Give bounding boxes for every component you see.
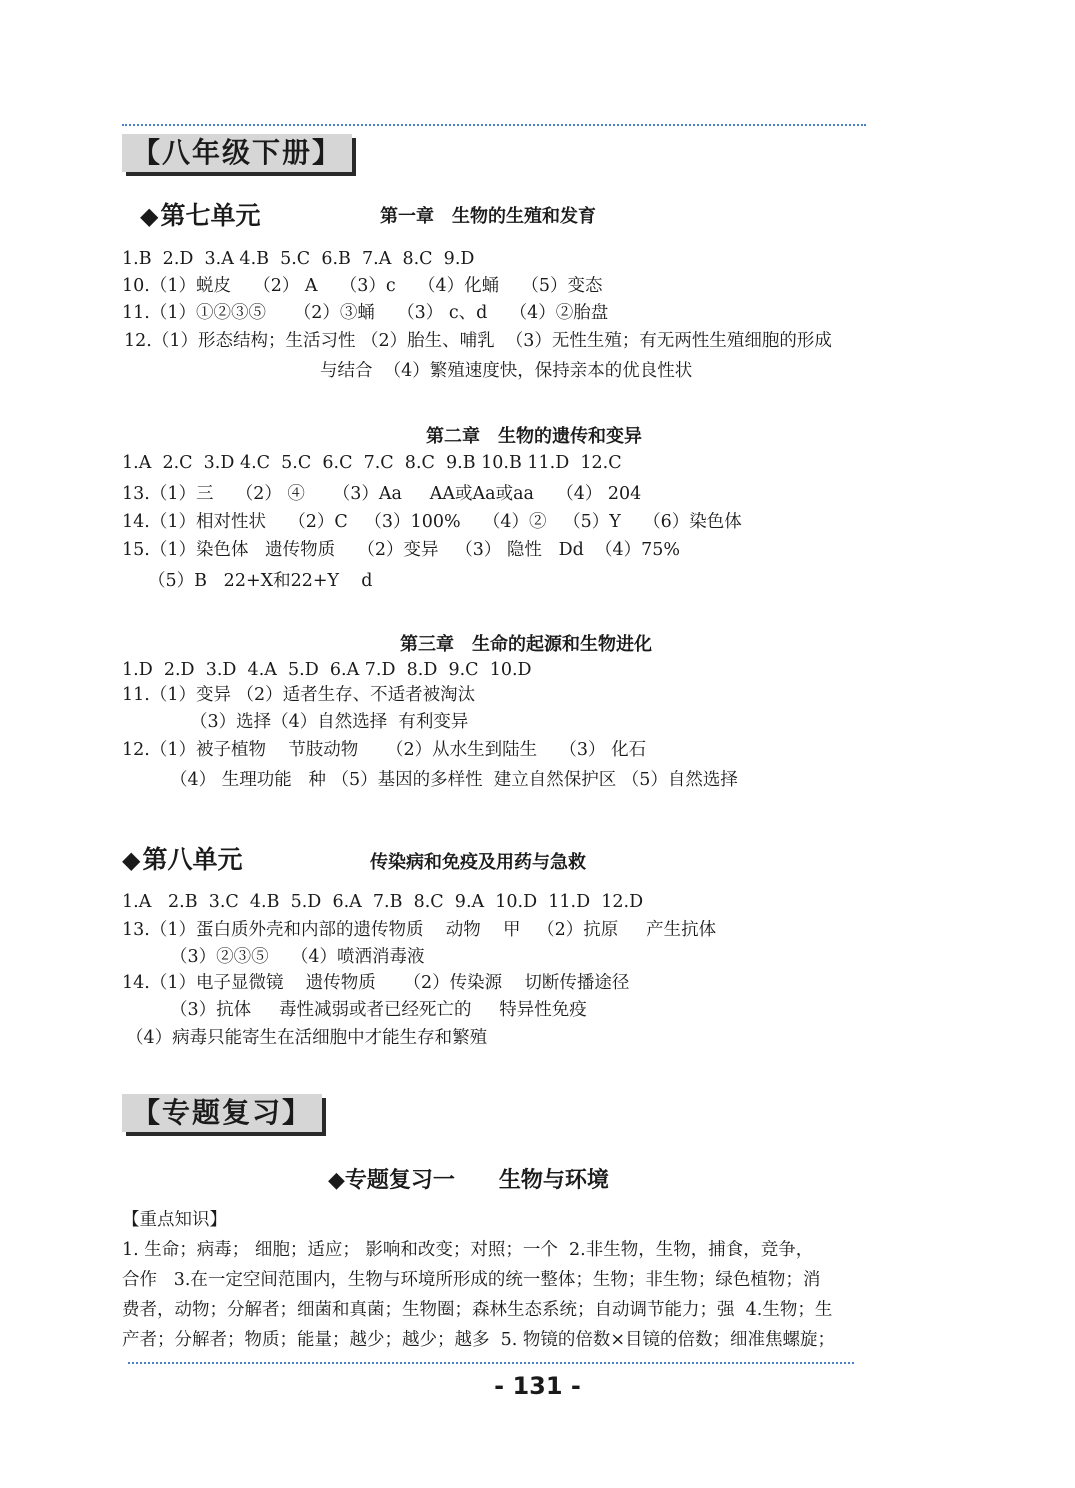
diamond-icon: ◆ [122,846,141,874]
answer-line: 11.（1）①②③⑤ （2）③蛹 （3） c、d （4）②胎盘 [122,303,609,323]
answer-line: 合作 3.在一定空间范围内，生物与环境所形成的统一整体；生物；非生物；绿色植物；消 [122,1270,821,1290]
answer-line: （3）抗体 毒性减弱或者已经死亡的 特异性免疫 [170,1000,587,1020]
unit8-title [122,840,242,876]
bottom-dotted-rule [128,1362,854,1364]
unit7-ch2-title: 第二章 生物的遗传和变异 [426,426,642,447]
answer-line: （4） 生理功能 种 （5）基因的多样性 建立自然保护区 （5）自然选择 [170,770,738,790]
answer-line: 14.（1）电子显微镜 遗传物质 （2）传染源 切断传播途径 [122,973,630,993]
answer-line: 13.（1）三 （2） ④ （3）Aa AA或Aa或aa （4） 204 [122,484,642,504]
answer-line: 1.A 2.B 3.C 4.B 5.D 6.A 7.B 8.C 9.A 10.D 11.D 12.D [122,892,644,912]
topic1-title: ◆专题复习一 生物与环境 [328,1168,609,1193]
answer-line: 15.（1）染色体 遗传物质 （2）变异 （3） 隐性 Dd （4）75% [122,540,680,560]
unit7-title-text: 第七单元 [160,201,261,230]
answer-line: 1.B 2.D 3.A 4.B 5.C 6.B 7.A 8.C 9.D [122,249,475,269]
review-heading: 【专题复习】 [122,1094,322,1132]
unit7-title [140,196,260,232]
answer-line: （3）②③⑤ （4）喷洒消毒液 [170,947,425,967]
unit8-title-text: 第八单元 [142,845,243,874]
answer-line: 1.A 2.C 3.D 4.C 5.C 6.C 7.C 8.C 9.B 10.B 11.D 12.C [122,453,622,473]
answer-line: 与结合 （4）繁殖速度快，保持亲本的优良性状 [320,361,693,381]
page-number: - 131 - [494,1372,581,1400]
answer-line: 12.（1）被子植物 节肢动物 （2）从水生到陆生 （3） 化石 [122,740,647,760]
answer-line: （3）选择（4）自然选择 有利变异 [190,712,469,732]
unit7-ch1-title: 第一章 生物的生殖和发育 [380,206,596,227]
answer-line: 13.（1）蛋白质外壳和内部的遗传物质 动物 甲 （2）抗原 产生抗体 [122,920,717,940]
answer-line: （4）病毒只能寄生在活细胞中才能生存和繁殖 [126,1028,488,1048]
unit8-subtitle: 传染病和免疫及用药与急救 [370,852,586,873]
top-dotted-rule [122,124,866,126]
answer-line: 14.（1）相对性状 （2）C （3）100% （4）② （5）Y （6）染色体 [122,512,742,532]
answer-line: 10.（1）蜕皮 （2） A （3）c （4）化蛹 （5）变态 [122,276,603,296]
answer-line: 11.（1）变异 （2）适者生存、不适者被淘汰 [122,685,476,705]
diamond-icon: ◆ [140,202,159,230]
answer-line: 1. 生命；病毒； 细胞；适应； 影响和改变；对照；一个 2.非生物，生物，捕食，竞争， [122,1240,814,1260]
answer-line: （5）B 22+X和22+Y d [148,571,373,591]
grade-heading: 【八年级下册】 [122,134,352,172]
answer-line: 产者；分解者；物质；能量；越少；越少；越多 5. 物镜的倍数×目镜的倍数；细准焦螺旋； [122,1330,836,1350]
answer-line: 12.（1）形态结构；生活习性 （2）胎生、哺乳 （3）无性生殖；有无两性生殖细胞的形成 [124,331,832,351]
unit7-ch3-title: 第三章 生命的起源和生物进化 [400,634,652,655]
answer-line: 费者，动物；分解者；细菌和真菌；生物圈；森林生态系统；自动调节能力；强 4.生物；生 [122,1300,833,1320]
answer-line: 1.D 2.D 3.D 4.A 5.D 6.A 7.D 8.D 9.C 10.D [122,660,532,680]
key-knowledge-label: 【重点知识】 [122,1210,227,1230]
